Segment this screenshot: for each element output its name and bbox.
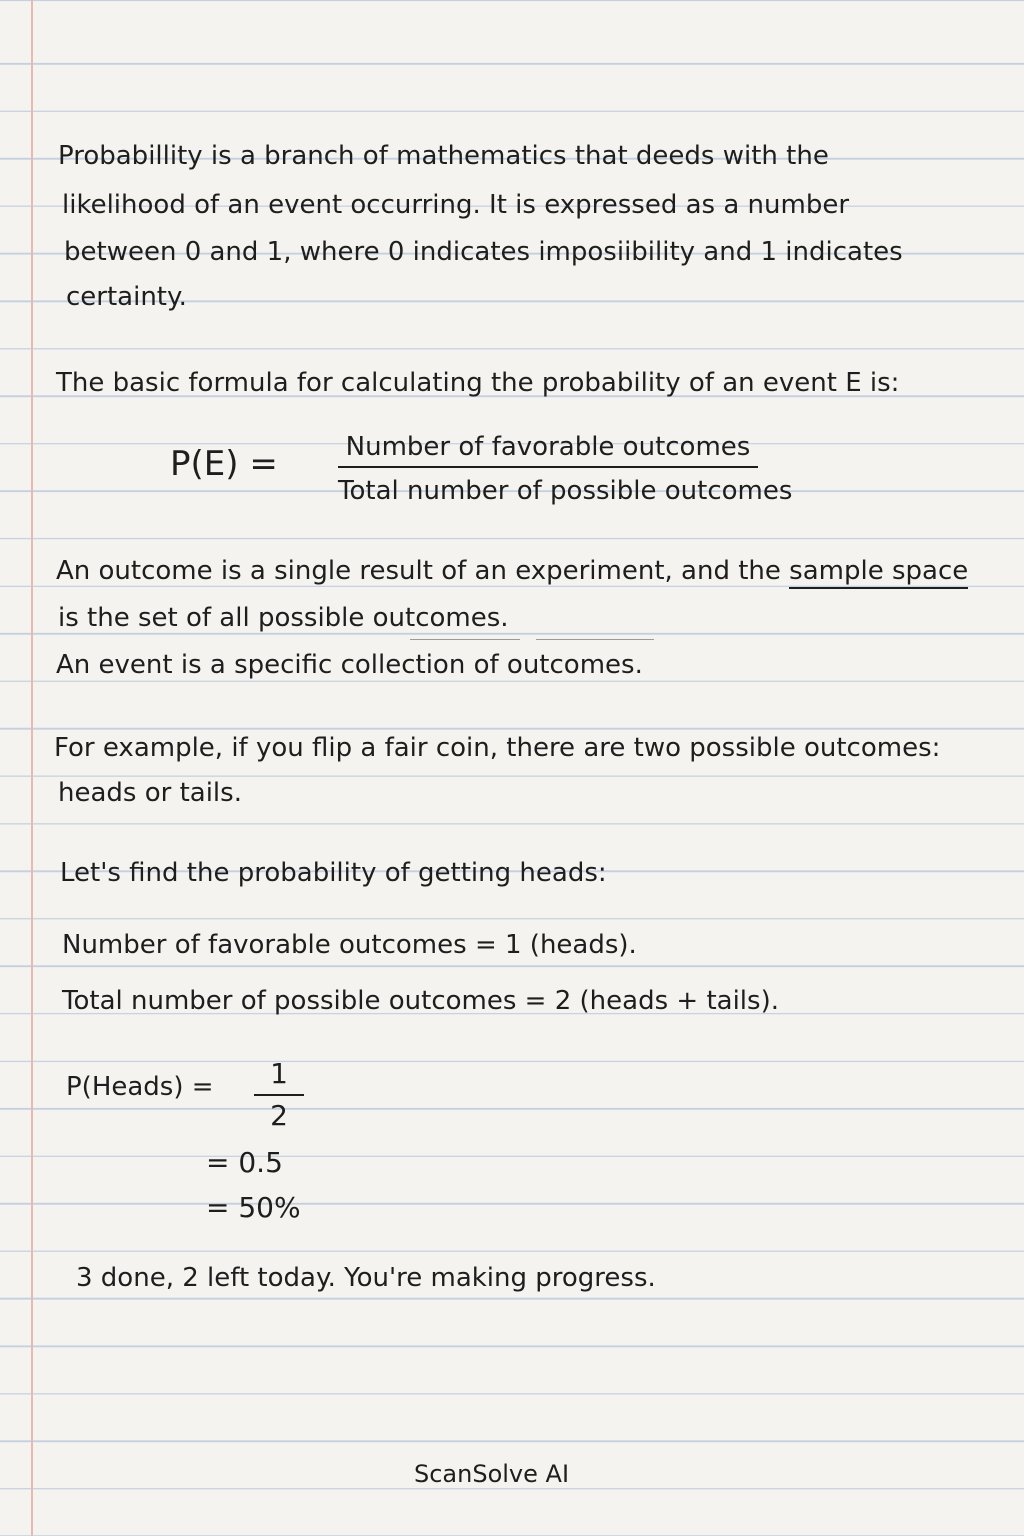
- result-percent: = 50%: [206, 1191, 301, 1224]
- definition-line-1-text: An outcome is a single result of an experiment, and the: [56, 556, 790, 586]
- formula-lhs: P(E) =: [170, 444, 278, 484]
- definition-line-1: [56, 558, 968, 584]
- faint-stroke: [410, 639, 520, 640]
- task-line: Let's find the probability of getting heads:: [60, 858, 607, 888]
- fraction-bar: [338, 466, 758, 468]
- faint-stroke: [536, 639, 654, 640]
- result-denominator: 2: [270, 1099, 288, 1132]
- formula-numerator: Number of favorable outcomes: [345, 432, 751, 462]
- total-count-line: Total number of possible outcomes = 2 (heads + tails).: [62, 986, 779, 1016]
- result-lhs: P(Heads) =: [66, 1072, 214, 1102]
- formula-denominator: Total number of possible outcomes: [338, 476, 793, 506]
- definition-line-3: An event is a specific collection of outcomes.: [56, 650, 643, 680]
- formula-fraction: [338, 432, 793, 506]
- margin-line: [31, 0, 33, 1536]
- fraction-bar: [254, 1094, 304, 1096]
- example-line-2: heads or tails.: [58, 778, 242, 808]
- result-decimal: = 0.5: [206, 1146, 283, 1179]
- example-line-1: For example, if you flip a fair coin, there are two possible outcomes:: [54, 733, 941, 763]
- sample-space-term: sample space: [789, 556, 968, 589]
- intro-line-3: between 0 and 1, where 0 indicates imposiibility and 1 indicates: [64, 237, 903, 267]
- progress-note: 3 done, 2 left today. You're making progress.: [76, 1263, 656, 1293]
- intro-line-4: certainty.: [66, 282, 187, 312]
- favorable-count-line: Number of favorable outcomes = 1 (heads).: [62, 930, 637, 960]
- result-fraction: [254, 1057, 304, 1132]
- formula-intro: The basic formula for calculating the probability of an event E is:: [56, 368, 900, 398]
- result-numerator: 1: [270, 1057, 288, 1090]
- intro-line-2: likelihood of an event occurring. It is expressed as a number: [62, 190, 850, 220]
- intro-line-1: Probabillity is a branch of mathematics that deeds with the: [58, 141, 829, 171]
- definition-line-2: is the set of all possible outcomes.: [58, 603, 509, 633]
- footer-brand: ScanSolve AI: [414, 1460, 570, 1488]
